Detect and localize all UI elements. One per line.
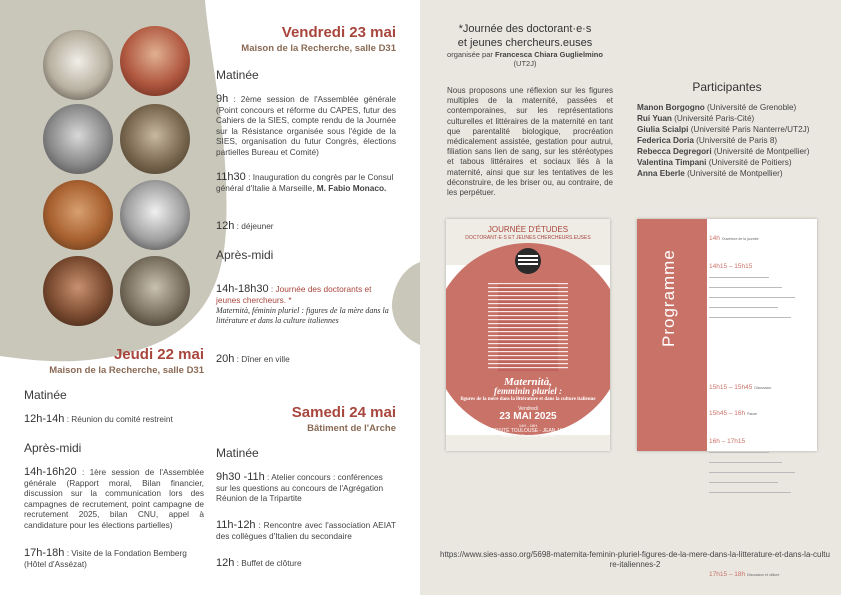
friday-item-4 (216, 284, 396, 326)
thursday-item-2-text: : 1ère session de l'Assemblée générale (Rapport moral, Bilan financier, discussion sur la communication lors des campagnes de recrutement, point campagne de recrutement 2025, bilan CNU, appel à candidature pour les élections partielles) (24, 467, 204, 530)
programme-detail-line (709, 317, 791, 318)
thursday-item-2-time: 14h-16h20 (24, 466, 77, 478)
programme-detail-line (709, 492, 791, 493)
friday-item-1-text: : 2ème session de l'Assemblée générale (Point concours et réforme du CAPES, futur des Cahiers de la SIES, compte rendu de la Journée sur la Résistance organisée sous l'égide de la SIES, organisation du futur Congrès, élections partielles Bureau et Comité) (216, 94, 396, 157)
programme-detail-line (709, 307, 778, 308)
saturday-item-3 (216, 558, 396, 569)
participant-affiliation: (Université de Montpellier) (687, 169, 783, 178)
portrait-5 (43, 180, 113, 250)
friday-item-4-sub: Maternità, féminin pluriel : figures de la mère dans la littérature et dans la culture italiennes (216, 306, 389, 326)
saturday-place: Bâtiment de l'Arche (307, 423, 396, 434)
journee-organizer: Francesca Chiara Guglielmino (495, 50, 603, 59)
friday-item-4-time: 14h-18h30 (216, 283, 269, 295)
participant-row (637, 124, 817, 135)
poster-hours: 14H - 18H (518, 423, 538, 428)
programme-detail-line (709, 287, 782, 288)
saturday-item-1-text: : Atelier concours : conférences sur les questions au concours de l'Agrégation Réunion de la Tripartite (216, 472, 384, 504)
participant-row (637, 146, 817, 157)
participant-affiliation: (Université Paris-Cité) (674, 114, 755, 123)
programme-label: Discussion et clôture (747, 573, 780, 577)
friday-item-5-time: 20h (216, 353, 235, 365)
poster-thumbnail (446, 219, 610, 451)
friday-item-2-name: M. Fabio Monaco. (316, 182, 387, 193)
thursday-place: Maison de la Recherche, salle D31 (49, 365, 204, 376)
friday-item-1-time: 9h (216, 93, 229, 105)
poster-top-2: DOCTORANT·E·S ET JEUNES CHERCHEURS.EUSES (465, 235, 591, 241)
participant-name: Manon Borgogno (637, 103, 705, 112)
event-url[interactable]: https://www.sies-asso.org/5698-maternita-feminin-pluriel-figures-de-la-mere-dans-la-litterature-et-dans-la-culture-italiennes-2 (440, 550, 830, 569)
participants-list (637, 102, 817, 179)
programme-label: Pause (747, 412, 758, 416)
poster-day: Vendredi (518, 406, 538, 412)
portrait-2 (120, 26, 190, 96)
portrait-8 (120, 256, 190, 326)
participant-row (637, 168, 817, 179)
poster-title-1: Maternità, (504, 376, 552, 388)
programme-row (709, 402, 813, 420)
poster-subtitle: figures de la mère dans la littérature et dans la culture italienne (460, 397, 596, 402)
saturday-morning: Matinée (216, 446, 259, 460)
portrait-4 (120, 104, 190, 174)
friday-item-4-star: * (288, 294, 292, 305)
programme-detail-line (709, 277, 769, 278)
thursday-item-3-text: : Visite de la Fondation Bemberg (Hôtel d'Assézat) (24, 548, 187, 569)
poster-date: 23 MAI 2025 (499, 411, 557, 422)
friday-header (216, 24, 396, 54)
participant-row (637, 102, 817, 113)
programme-time: 15h45 – 16h (709, 410, 746, 417)
friday-place: Maison de la Recherche, salle D31 (241, 43, 396, 54)
thursday-item-1 (24, 414, 204, 425)
thursday-item-2 (24, 467, 204, 531)
saturday-item-2-time: 11h-12h (216, 519, 256, 531)
friday-item-2 (216, 172, 396, 193)
programme-vertical-title: Programme (659, 249, 678, 347)
participant-name: Rui Yuan (637, 114, 672, 123)
participant-row (637, 113, 817, 124)
journee-title-2: et jeunes chercheurs.euses (457, 37, 593, 49)
programme-time: 14h (709, 235, 720, 242)
thursday-item-3-time: 17h-18h (24, 547, 65, 559)
saturday-item-1-time: 9h30 -11h (216, 471, 265, 483)
participant-affiliation: (Université de Montpellier) (713, 147, 810, 156)
friday-item-5-text: : Dîner en ville (236, 354, 290, 364)
thursday-morning: Matinée (24, 388, 67, 402)
friday-item-3 (216, 221, 396, 232)
programme-rows (709, 227, 813, 581)
friday-afternoon: Après-midi (216, 248, 274, 262)
friday-item-2-time: 11h30 (216, 171, 246, 183)
programme-row (709, 227, 813, 245)
journee-header (440, 22, 610, 68)
saturday-item-2-text: : Rencontre avec l'association AEIAT des collègues d'Italien du secondaire (216, 520, 396, 541)
poster-title-2: femminin pluriel : (493, 386, 562, 396)
journee-organizer-aff: (UT2J) (513, 59, 537, 68)
friday-morning: Matinée (216, 68, 259, 82)
poster-top-1: JOURNÉE D'ÉTUDES (487, 225, 569, 234)
programme-detail-line (709, 462, 782, 463)
programme-row (709, 255, 813, 273)
participant-affiliation: (Université Paris Nanterre/UT2J) (690, 125, 810, 134)
participant-name: Federica Doria (637, 136, 694, 145)
participant-name: Rebecca Degregori (637, 147, 712, 156)
friday-item-4-text: : Journée des doctorants et jeunes chercheurs. (216, 284, 372, 305)
programme-row (709, 376, 813, 394)
friday-item-3-time: 12h (216, 220, 235, 232)
saturday-item-2 (216, 520, 396, 541)
saturday-header (216, 404, 396, 434)
programme-thumbnail (637, 219, 817, 578)
programme-time: 17h15 – 18h (709, 571, 746, 578)
poster-univ: UNIVERSITÉ TOULOUSE - JEAN JAURÈS (479, 428, 577, 434)
programme-detail-line (709, 297, 795, 298)
participant-row (637, 135, 817, 146)
programme-label: Discussion (754, 386, 772, 390)
journee-title-1: *Journée des doctorant·e·s (458, 23, 592, 35)
saturday-item-3-text: : Buffet de clôture (236, 558, 302, 568)
friday-item-5 (216, 354, 396, 365)
saturday-day: Samedi 24 mai (291, 404, 396, 421)
programme-detail-line (709, 452, 769, 453)
saturday-item-1 (216, 472, 396, 504)
programme-time: 14h15 – 15h15 (709, 263, 753, 270)
portrait-7 (43, 256, 113, 326)
thursday-item-1-time: 12h-14h (24, 413, 65, 425)
thursday-item-3 (24, 548, 204, 569)
journee-organized: organisée par (447, 50, 493, 59)
journee-abstract: Nous proposons une réflexion sur les figures multiples de la maternité, passées et contemporaines, sur les représentations culturelles et littéraires de la maternité en tant que parentalité biologique, procréation médicalement assistée, gestation pour autrui, filiation sans lien de sang, sur les stéréotypes et tabous littéraires et sociaux liés à la maternité, ainsi que sur les tentatives de les déconstruire, de les briser ou, au contraire, de les perpétuer. (447, 86, 613, 198)
thursday-afternoon: Après-midi (24, 441, 82, 455)
programme-time: 16h – 17h15 (709, 438, 746, 445)
portrait-1 (43, 30, 113, 100)
friday-item-1 (216, 94, 396, 158)
fold-notch (392, 262, 420, 345)
poster-room: Maison de la Recherche, salle D31 (500, 434, 556, 438)
participant-affiliation: (Université de Grenoble) (707, 103, 797, 112)
friday-day: Vendredi 23 mai (281, 24, 396, 41)
programme-detail-line (709, 472, 795, 473)
left-blob-shape (0, 0, 227, 361)
participant-name: Giulia Scialpi (637, 125, 689, 134)
thursday-day: Jeudi 22 mai (113, 346, 204, 363)
participant-affiliation: (Université de Paris 8) (696, 136, 778, 145)
friday-item-2-text: : Inauguration du congrès par le Consul général d'Italie à Marseille, (216, 172, 394, 193)
programme-time: 15h15 – 15h45 (709, 384, 753, 391)
portrait-6 (120, 180, 190, 250)
participants-title: Participantes (692, 80, 762, 94)
friday-item-3-text: : déjeuner (236, 221, 274, 231)
thursday-header (24, 346, 204, 376)
participants-block (637, 80, 817, 179)
participant-affiliation: (Université de Poitiers) (708, 158, 792, 167)
participant-name: Anna Eberle (637, 169, 685, 178)
programme-row (709, 430, 813, 448)
participant-row (637, 157, 817, 168)
thursday-item-1-text: : Réunion du comité restreint (66, 414, 173, 424)
saturday-item-3-time: 12h (216, 557, 235, 569)
programme-detail-line (709, 482, 778, 483)
programme-label: Ouverture de la journée (721, 237, 759, 241)
portrait-3 (43, 104, 113, 174)
participant-name: Valentina Timpani (637, 158, 707, 167)
